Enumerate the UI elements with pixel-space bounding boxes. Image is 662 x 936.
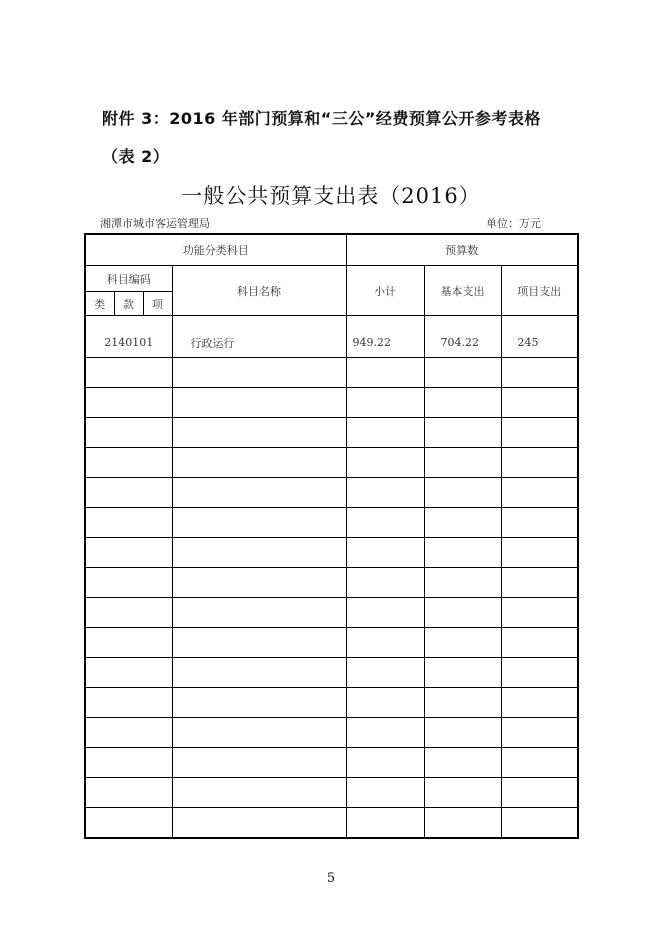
empty-cell <box>85 508 172 538</box>
table-title: 一般公共预算支出表（2016） <box>181 184 481 208</box>
empty-table-row <box>85 598 578 628</box>
empty-cell <box>346 598 424 628</box>
empty-cell <box>346 748 424 778</box>
empty-cell <box>501 598 578 628</box>
empty-table-row <box>85 478 578 508</box>
empty-cell <box>172 538 346 568</box>
project-header: 项目支出 <box>501 266 578 316</box>
empty-cell <box>346 388 424 418</box>
empty-cell <box>85 598 172 628</box>
empty-cell <box>85 628 172 658</box>
unit-label: 单位：万元 <box>486 217 541 230</box>
empty-table-row <box>85 388 578 418</box>
empty-cell <box>346 658 424 688</box>
empty-cell <box>501 688 578 718</box>
empty-table-row <box>85 508 578 538</box>
empty-cell <box>501 568 578 598</box>
empty-cell <box>424 748 501 778</box>
empty-cell <box>172 628 346 658</box>
empty-table-row <box>85 538 578 568</box>
empty-cell <box>424 418 501 448</box>
empty-cell <box>424 778 501 808</box>
organization-name: 湘潭市城市客运管理局 <box>100 217 210 230</box>
empty-cell <box>85 478 172 508</box>
empty-cell <box>501 538 578 568</box>
empty-cell <box>424 478 501 508</box>
empty-cell <box>424 448 501 478</box>
empty-cell <box>424 628 501 658</box>
empty-cell <box>172 748 346 778</box>
empty-cell <box>172 688 346 718</box>
name-header: 科目名称 <box>172 266 346 316</box>
empty-cell <box>424 718 501 748</box>
empty-table-row <box>85 778 578 808</box>
code-sub-xiang: 项 <box>143 292 172 316</box>
empty-cell <box>172 598 346 628</box>
row-code: 2140101 <box>85 316 172 358</box>
empty-cell <box>85 568 172 598</box>
empty-cell <box>85 718 172 748</box>
empty-cell <box>346 718 424 748</box>
empty-cell <box>346 688 424 718</box>
empty-cell <box>346 568 424 598</box>
empty-cell <box>424 358 501 388</box>
empty-cell <box>501 718 578 748</box>
empty-table-row <box>85 418 578 448</box>
empty-cell <box>424 508 501 538</box>
subtotal-header: 小计 <box>346 266 424 316</box>
empty-cell <box>424 688 501 718</box>
empty-cell <box>172 508 346 538</box>
code-sub-kuan: 款 <box>114 292 143 316</box>
empty-cell <box>85 388 172 418</box>
empty-cell <box>85 688 172 718</box>
empty-cell <box>346 778 424 808</box>
empty-cell <box>85 778 172 808</box>
empty-cell <box>424 658 501 688</box>
empty-cell <box>501 478 578 508</box>
empty-cell <box>172 568 346 598</box>
empty-table-row <box>85 568 578 598</box>
empty-cell <box>172 718 346 748</box>
empty-cell <box>172 358 346 388</box>
empty-table-row <box>85 808 578 839</box>
row-name: 行政运行 <box>172 316 346 358</box>
empty-cell <box>501 778 578 808</box>
header-row <box>85 234 578 266</box>
row-subtotal: 949.22 <box>346 316 424 358</box>
empty-cell <box>85 358 172 388</box>
empty-cell <box>85 418 172 448</box>
empty-cell <box>501 808 578 839</box>
empty-cell <box>172 658 346 688</box>
empty-cell <box>424 538 501 568</box>
empty-cell <box>85 448 172 478</box>
empty-cell <box>501 418 578 448</box>
empty-cell <box>346 808 424 839</box>
empty-cell <box>346 418 424 448</box>
empty-cell <box>172 448 346 478</box>
empty-cell <box>346 478 424 508</box>
empty-cell <box>346 448 424 478</box>
empty-cell <box>501 448 578 478</box>
empty-cell <box>346 538 424 568</box>
table-row <box>85 316 578 358</box>
empty-cell <box>85 538 172 568</box>
page-number: 5 <box>326 871 336 886</box>
empty-table-row <box>85 748 578 778</box>
empty-cell <box>172 388 346 418</box>
empty-table-row <box>85 448 578 478</box>
empty-cell <box>424 598 501 628</box>
empty-cell <box>346 358 424 388</box>
empty-cell <box>85 808 172 839</box>
header-row <box>85 266 578 292</box>
code-header: 科目编码 <box>85 266 172 292</box>
row-project: 245 <box>501 316 578 358</box>
empty-cell <box>172 808 346 839</box>
empty-cell <box>501 508 578 538</box>
attachment-heading: 附件 3：2016 年部门预算和“三公”经费预算公开参考表格（表 2） <box>102 109 541 166</box>
empty-table-row <box>85 688 578 718</box>
empty-table-row <box>85 658 578 688</box>
empty-cell <box>501 358 578 388</box>
empty-cell <box>501 658 578 688</box>
empty-cell <box>501 388 578 418</box>
code-sub-lei: 类 <box>85 292 114 316</box>
group-header-budget: 预算数 <box>346 234 578 266</box>
empty-cell <box>172 778 346 808</box>
group-header-function: 功能分类科目 <box>85 234 346 266</box>
budget-table <box>84 233 579 839</box>
empty-table-row <box>85 628 578 658</box>
empty-table-row <box>85 358 578 388</box>
empty-cell <box>85 658 172 688</box>
empty-cell <box>424 388 501 418</box>
empty-cell <box>172 418 346 448</box>
empty-cell <box>501 748 578 778</box>
empty-cell <box>346 628 424 658</box>
row-basic: 704.22 <box>424 316 501 358</box>
empty-cell <box>85 748 172 778</box>
empty-cell <box>346 508 424 538</box>
empty-cell <box>424 808 501 839</box>
empty-cell <box>424 568 501 598</box>
empty-cell <box>172 478 346 508</box>
empty-cell <box>501 628 578 658</box>
empty-table-row <box>85 718 578 748</box>
basic-header: 基本支出 <box>424 266 501 316</box>
